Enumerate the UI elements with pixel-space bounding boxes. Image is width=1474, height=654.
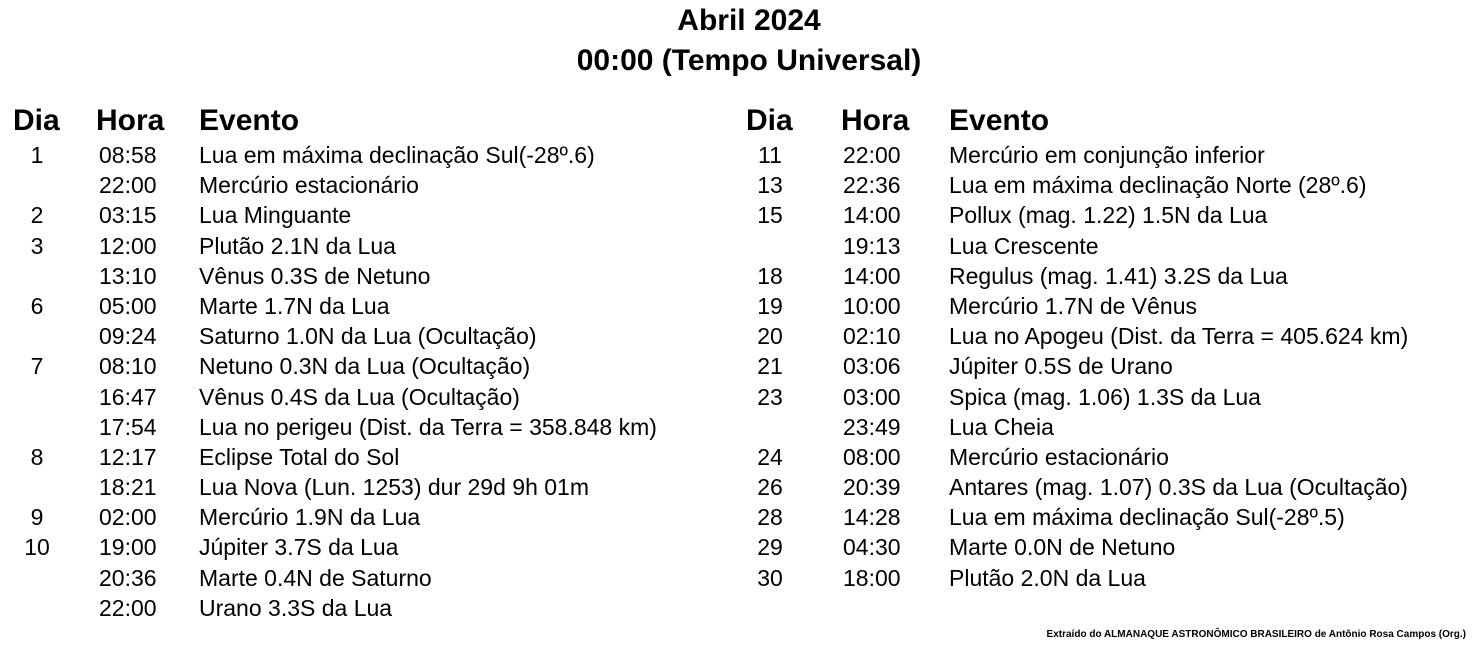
event-hora: 08:10 (99, 353, 157, 380)
event-evento: Mercúrio em conjunção inferior (949, 142, 1265, 168)
event-evento: Lua no perigeu (Dist. da Terra = 358.848 km) (199, 413, 657, 440)
event-evento: Lua no Apogeu (Dist. da Terra = 405.624 km) (949, 323, 1409, 350)
event-dia: 28 (757, 504, 783, 531)
event-hora: 22:00 (99, 594, 157, 621)
event-hora: 08:00 (843, 443, 901, 470)
event-hora: 02:10 (843, 323, 901, 350)
event-dia: 11 (758, 142, 782, 168)
event-row (735, 412, 1474, 442)
event-evento: Mercúrio 1.9N da Lua (199, 504, 421, 531)
event-dia: 3 (30, 232, 44, 259)
event-row (0, 261, 735, 291)
event-row (735, 140, 1474, 170)
event-evento: Lua Nova (Lun. 1253) dur 29d 9h 01m (199, 474, 589, 501)
left-events-table (0, 140, 735, 623)
event-evento: Lua em máxima declinação Sul(-28º.6) (199, 142, 595, 168)
event-row (735, 291, 1474, 321)
event-row (0, 563, 735, 593)
event-evento: Vênus 0.3S de Netuno (199, 262, 431, 289)
event-hora: 20:36 (99, 564, 157, 591)
event-evento: Mercúrio estacionário (199, 172, 419, 199)
left-header-hora: Hora (96, 104, 165, 137)
event-hora: 05:00 (99, 292, 157, 319)
event-row (735, 170, 1474, 200)
event-dia: 24 (757, 443, 783, 470)
event-hora: 19:13 (843, 232, 901, 259)
event-dia: 9 (30, 504, 44, 531)
event-row (0, 472, 735, 502)
event-hora: 22:00 (99, 172, 157, 199)
event-hora: 19:00 (99, 534, 157, 561)
event-row (0, 321, 735, 351)
event-evento: Júpiter 3.7S da Lua (199, 534, 399, 561)
event-dia: 2 (30, 202, 44, 229)
page-subtitle: 00:00 (Tempo Universal) (576, 44, 922, 77)
event-dia: 6 (30, 292, 44, 319)
event-evento: Antares (mag. 1.07) 0.3S da Lua (Ocultação) (949, 474, 1408, 501)
event-evento: Lua Cheia (949, 413, 1054, 440)
event-hora: 04:30 (843, 534, 901, 561)
event-row (735, 321, 1474, 351)
event-evento: Netuno 0.3N da Lua (Ocultação) (199, 353, 531, 380)
right-header-dia: Dia (746, 104, 793, 137)
right-events-table (735, 140, 1474, 593)
event-hora: 14:00 (843, 202, 901, 229)
page-title: Abril 2024 (677, 4, 821, 37)
event-evento: Urano 3.3S da Lua (199, 594, 393, 621)
event-row (735, 382, 1474, 412)
event-dia: 10 (24, 534, 50, 561)
event-hora: 12:00 (99, 232, 157, 259)
event-evento: Lua Minguante (199, 202, 352, 229)
event-evento: Júpiter 0.5S de Urano (949, 353, 1173, 380)
event-evento: Plutão 2.0N da Lua (949, 564, 1146, 591)
event-evento: Spica (mag. 1.06) 1.3S da Lua (949, 383, 1261, 410)
event-hora: 22:00 (843, 142, 901, 168)
source-footnote: Extraído do ALMANAQUE ASTRONÔMICO BRASILEIRO de Antônio Rosa Campos (Org.) (1046, 629, 1466, 640)
event-row (735, 261, 1474, 291)
event-hora: 03:06 (843, 353, 901, 380)
event-evento: Marte 0.4N de Saturno (199, 564, 432, 591)
event-hora: 12:17 (99, 443, 157, 470)
event-evento: Vênus 0.4S da Lua (Ocultação) (199, 383, 520, 410)
event-row (0, 140, 735, 170)
event-row (0, 532, 735, 562)
event-hora: 23:49 (843, 413, 901, 440)
event-dia: 26 (757, 474, 783, 501)
event-row (735, 442, 1474, 472)
event-row (0, 351, 735, 381)
event-evento: Lua em máxima declinação Norte (28º.6) (949, 172, 1367, 199)
event-evento: Lua Crescente (949, 232, 1099, 259)
event-hora: 13:10 (99, 262, 157, 289)
event-dia: 23 (757, 383, 783, 410)
event-evento: Lua em máxima declinação Sul(-28º.5) (949, 504, 1345, 531)
event-evento: Saturno 1.0N da Lua (Ocultação) (199, 323, 537, 350)
right-header-evento: Evento (949, 104, 1050, 137)
event-row (735, 200, 1474, 230)
event-row (0, 412, 735, 442)
event-hora: 02:00 (99, 504, 157, 531)
event-hora: 18:00 (843, 564, 901, 591)
event-evento: Pollux (mag. 1.22) 1.5N da Lua (949, 202, 1268, 229)
event-hora: 10:00 (843, 292, 901, 319)
event-hora: 14:28 (843, 504, 901, 531)
event-dia: 30 (757, 564, 783, 591)
event-evento: Plutão 2.1N da Lua (199, 232, 396, 259)
left-header-evento: Evento (199, 104, 300, 137)
event-row (0, 291, 735, 321)
event-row (735, 502, 1474, 532)
event-dia: 13 (757, 172, 783, 199)
event-hora: 22:36 (843, 172, 901, 199)
event-row (0, 231, 735, 261)
event-dia: 15 (757, 202, 783, 229)
event-row (735, 472, 1474, 502)
event-dia: 7 (30, 353, 44, 380)
event-dia: 18 (757, 262, 783, 289)
event-hora: 03:15 (99, 202, 157, 229)
event-evento: Mercúrio estacionário (949, 443, 1169, 470)
event-dia: 21 (757, 353, 783, 380)
event-row (0, 442, 735, 472)
event-hora: 16:47 (99, 383, 157, 410)
event-dia: 20 (757, 323, 783, 350)
event-hora: 14:00 (843, 262, 901, 289)
event-evento: Marte 1.7N da Lua (199, 292, 390, 319)
event-hora: 20:39 (843, 474, 901, 501)
event-row (735, 563, 1474, 593)
event-evento: Eclipse Total do Sol (199, 443, 400, 470)
event-row (0, 200, 735, 230)
event-hora: 03:00 (843, 383, 901, 410)
event-evento: Regulus (mag. 1.41) 3.2S da Lua (949, 262, 1288, 289)
event-hora: 08:58 (99, 142, 157, 168)
event-evento: Mercúrio 1.7N de Vênus (949, 292, 1198, 319)
event-hora: 18:21 (99, 474, 157, 501)
event-row (735, 231, 1474, 261)
event-row (735, 532, 1474, 562)
event-row (0, 502, 735, 532)
event-row (0, 382, 735, 412)
event-dia: 8 (30, 443, 44, 470)
event-row (735, 351, 1474, 381)
event-evento: Marte 0.0N de Netuno (949, 534, 1176, 561)
event-dia: 1 (30, 142, 44, 168)
event-row (0, 593, 735, 623)
event-dia: 29 (757, 534, 783, 561)
event-dia: 19 (757, 292, 783, 319)
right-header-hora: Hora (841, 104, 910, 137)
event-row (0, 170, 735, 200)
event-hora: 17:54 (99, 413, 157, 440)
event-hora: 09:24 (99, 323, 157, 350)
left-header-dia: Dia (13, 104, 60, 137)
